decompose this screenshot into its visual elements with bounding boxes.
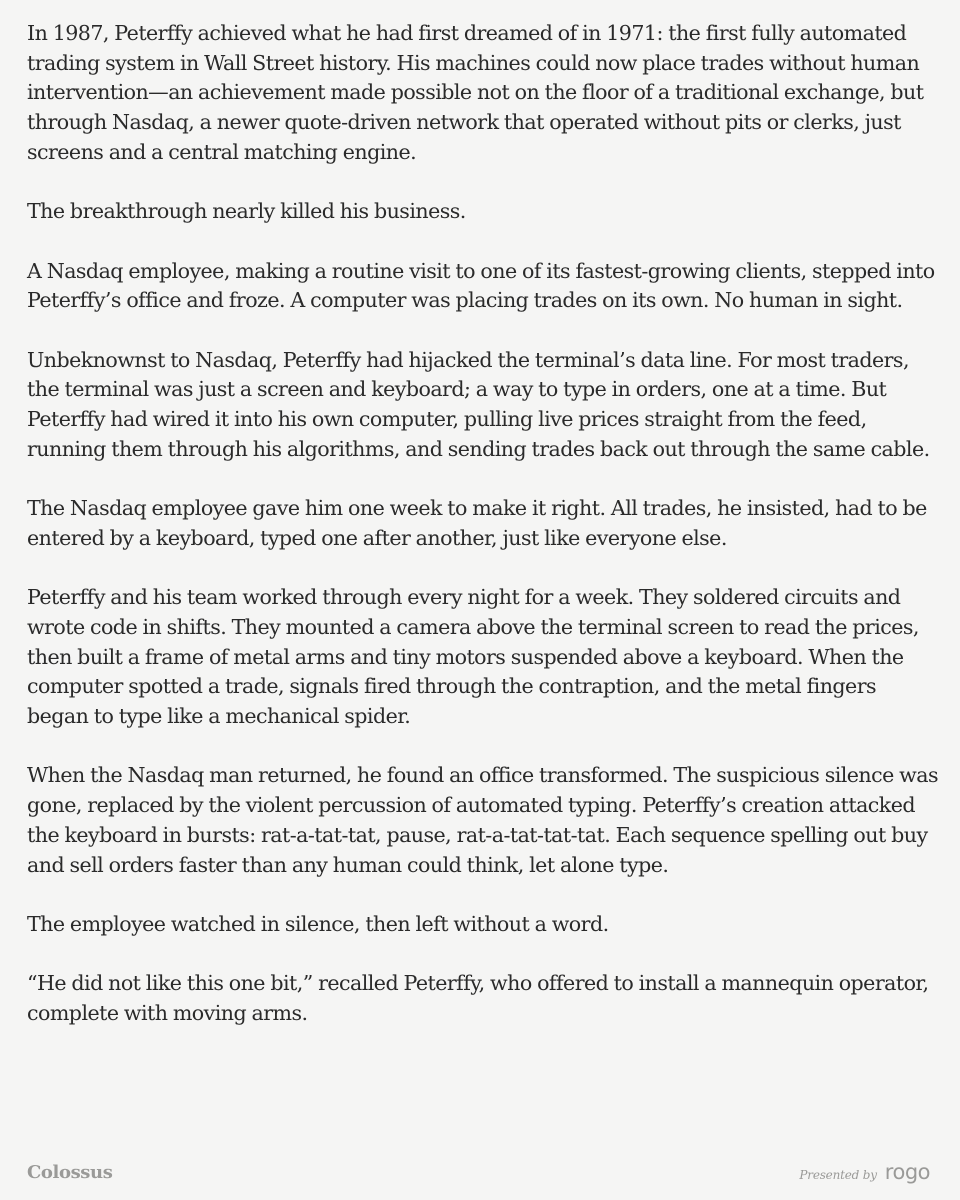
sponsor-credit: [799, 1160, 930, 1184]
paragraph: The employee watched in silence, then left without a word.: [27, 911, 609, 936]
colossus-logo: Colossus: [27, 1162, 113, 1183]
rogo-logo: rogo: [884, 1160, 930, 1184]
paragraph: Unbeknownst to Nasdaq, Peterffy had hijacked the terminal’s data line. For most traders, the terminal was just a screen and keyboard; a way to type in orders, one at a time. But Peterffy had wired it into his own computer, pulling live prices straight from the feed, running them through his algorithms, and sending trades back out through the same cable.: [27, 347, 930, 461]
article-body: [27, 19, 939, 1058]
paragraph: The breakthrough nearly killed his business.: [27, 199, 466, 224]
paragraph: “He did not like this one bit,” recalled Peterffy, who offered to install a mannequin operator, complete with moving arms.: [27, 971, 929, 1026]
paragraph: In 1987, Peterffy achieved what he had first dreamed of in 1971: the first fully automated trading system in Wall Street history. His machines could now place trades without human intervention—an achievement made possible not on the floor of a traditional exchange, but through Nasdaq, a newer quote-driven network that operated without pits or clerks, just screens and a central matching engine.: [27, 21, 924, 164]
paragraph: Peterffy and his team worked through every night for a week. They soldered circuits and wrote code in shifts. They mounted a camera above the terminal screen to read the prices, then built a frame of metal arms and tiny motors suspended above a keyboard. When the computer spotted a trade, signals fired through the contraption, and the metal fingers began to type like a mechanical spider.: [27, 585, 919, 729]
presented-by-label: Presented by: [799, 1168, 877, 1182]
paragraph: The Nasdaq employee gave him one week to make it right. All trades, he insisted, had to be entered by a keyboard, typed one after another, just like everyone else.: [27, 496, 927, 550]
paragraph: When the Nasdaq man returned, he found an office transformed. The suspicious silence was gone, replaced by the violent percussion of automated typing. Peterffy’s creation attacked the keyboard in bursts: rat-a-tat-tat, pause, rat-a-tat-tat-tat. Each sequence spelling out buy and sell orders faster than any human could think, let alone type.: [27, 763, 938, 877]
paragraph: A Nasdaq employee, making a routine visit to one of its fastest-growing clients, stepped into Peterffy’s office and froze. A computer was placing trades on its own. No human in sight.: [27, 258, 935, 313]
